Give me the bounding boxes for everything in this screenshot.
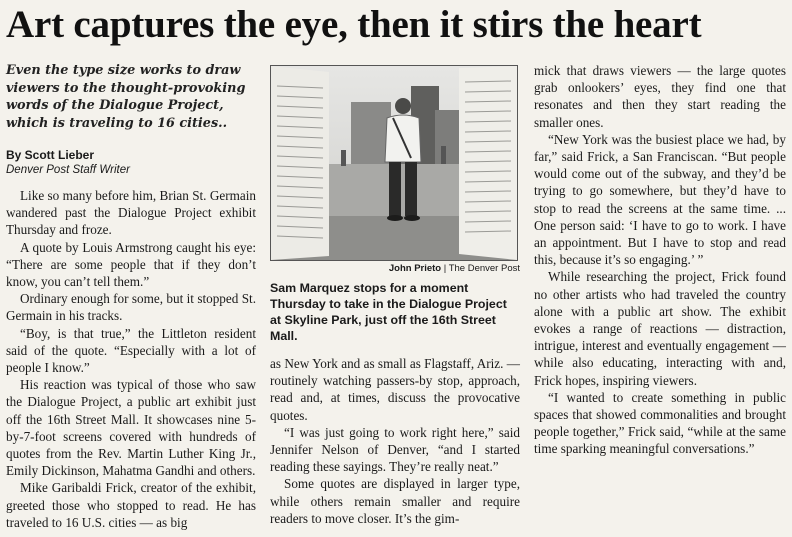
byline-role: Denver Post Staff Writer xyxy=(6,164,130,176)
photo-caption: Sam Marquez stops for a moment Thursday to take in the Dialogue Project at Skyline Park, just off the 16th Street Mall. xyxy=(270,281,507,343)
paragraph: While researching the project, Frick found no other artists who had traveled the country alone with a public art show. The exhibit evokes a range of reactions — distraction, intrigue, interest and eventually engagement — while also educating, interacting with and, Frick hopes, inspiring viewers. xyxy=(534,269,786,388)
paragraph: Some quotes are displayed in larger type, while others remain smaller and require readers to move closer. It’s the gim- xyxy=(270,476,520,526)
paragraph: A quote by Louis Armstrong caught his eye: “There are some people that if they don’t know, you can’t tell them.” xyxy=(6,239,256,290)
photo-credit: John Prieto | The Denver Post xyxy=(388,263,520,274)
column-2 xyxy=(270,62,520,527)
photo-credit-name: John Prieto xyxy=(388,263,442,274)
paragraph: “I was just going to work right here,” said Jennifer Nelson of Denver, “and I started reading these sayings. They’re really neat.” xyxy=(270,424,520,475)
paragraph: His reaction was typical of those who saw the Dialogue Project, a public art exhibit just off the 16th Street Mall. It showcases nine 5-by-7-foot screens covered with hundreds of quotes from the Rev. Martin Luther King Jr., Emily Dickinson, Mahatma Gandhi and others. xyxy=(6,377,256,479)
photo-credit-org: The Denver Post xyxy=(448,263,520,274)
paragraph: “New York was the busiest place we had, by far,” said Frick, a San Franciscan. “But people would come out of the subway, and they’d be trying to go somewhere, but they’d have to stop to read the screens at the same time. ... One person said: ‘I have to go to work. I have an appointment. But I have to stop and read this, because it’s so engaging.’ ” xyxy=(534,131,786,268)
paragraph: mick that draws viewers — the large quotes grab onlookers’ eyes, they find one that resonates and then they start reading the smaller ones. xyxy=(534,63,786,130)
paragraph: Ordinary enough for some, but it stopped St. Germain in his tracks. xyxy=(6,291,256,324)
paragraph: “Boy, is that true,” the Littleton resident said of the quote. “Especially with a lot of people I know.” xyxy=(6,325,256,376)
paragraph: “I wanted to create something in public spaces that showed commonalities and brought people together,” Frick said, “while at the same time sparking meaningful conversations.” xyxy=(534,389,786,457)
byline-name: By Scott Lieber xyxy=(6,148,95,162)
column-3 xyxy=(534,62,786,458)
deck-subheadline: Even the type size works to draw viewers to the thought-provoking words of the Dialogue Project, which is traveling to 16 cities.. xyxy=(6,63,246,131)
paragraph: Like so many before him, Brian St. Germain wandered past the Dialogue Project exhibit Thursday and froze. xyxy=(6,188,256,238)
news-photo xyxy=(270,65,518,261)
paragraph: Mike Garibaldi Frick, creator of the exhibit, greeted those who stopped to read. He has traveled to 16 U.S. cities — as big xyxy=(6,480,256,530)
column-1 xyxy=(6,62,256,531)
paragraph: as New York and as small as Flagstaff, Ariz. — routinely watching passers-by stop, approach, read and, at times, discuss the provocative quotes. xyxy=(270,356,520,423)
headline: Art captures the eye, then it stirs the heart xyxy=(6,3,702,46)
photo-illustration xyxy=(271,66,517,260)
